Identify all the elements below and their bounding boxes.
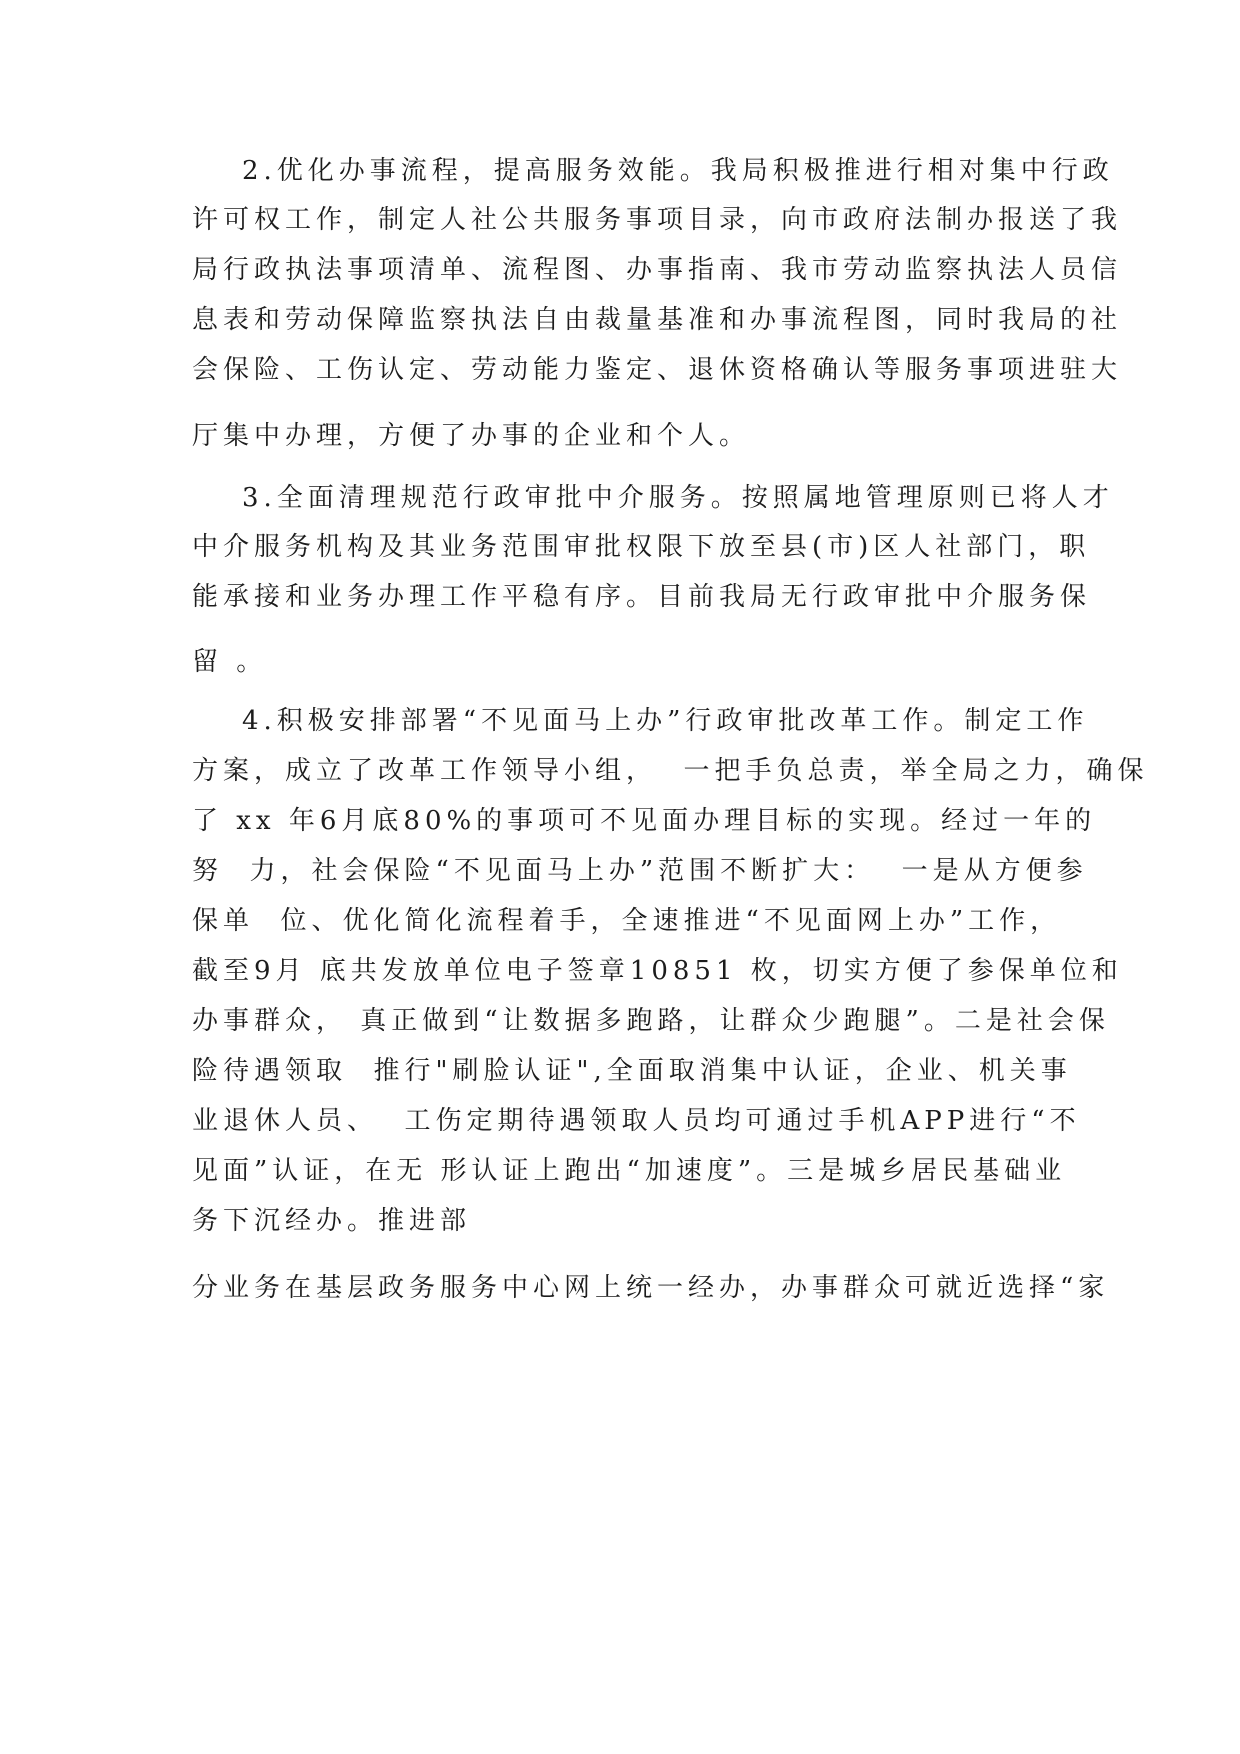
paragraph-3-line-5: 保单 位、优化简化流程着手，全速推进“不见面网上办”工作，: [192, 906, 1062, 936]
paragraph-2-line-4: 留 。: [192, 647, 268, 677]
paragraph-1-line-4: 息表和劳动保障监察执法自由裁量基准和办事流程图，同时我局的社: [192, 305, 1123, 335]
paragraph-1-line-5: 会保险、工伤认定、劳动能力鉴定、退休资格确认等服务事项进驻大: [192, 355, 1123, 385]
paragraph-1-line-3: 局行政执法事项清单、流程图、办事指南、我市劳动监察执法人员信: [192, 255, 1123, 285]
paragraph-3-line-10: 见面”认证，在无 形认证上跑出“加速度”。三是城乡居民基础业: [192, 1156, 1067, 1186]
paragraph-3-line-3: 了 xx 年6月底80%的事项可不见面办理目标的实现。经过一年的: [192, 806, 1097, 836]
paragraph-3-line-2: 方案，成立了改革工作领导小组， 一把手负总责，举全局之力，确保: [192, 756, 1149, 786]
paragraph-2-line-3: 能承接和业务办理工作平稳有序。目前我局无行政审批中介服务保: [192, 582, 1092, 612]
paragraph-3-line-7: 办事群众， 真正做到“让数据多跑路，让群众少跑腿”。二是社会保: [192, 1006, 1110, 1036]
paragraph-1-line-6: 厅集中办理，方便了办事的企业和个人。: [192, 421, 751, 451]
paragraph-3-line-11: 务下沉经办。推进部: [192, 1206, 472, 1236]
paragraph-3-line-9: 业退休人员、 工伤定期待遇领取人员均可通过手机APP进行“不: [192, 1106, 1081, 1136]
paragraph-3-line-8: 险待遇领取 推行"刷脸认证",全面取消集中认证，企业、机关事: [192, 1056, 1072, 1086]
paragraph-3-line-4: 努 力，社会保险“不见面马上办”范围不断扩大： 一是从方便参: [192, 856, 1088, 886]
paragraph-2-line-2: 中介服务机构及其业务范围审批权限下放至县(市)区人社部门，职: [192, 532, 1091, 562]
paragraph-1-line-1: 2.优化办事流程，提高服务效能。我局积极推进行相对集中行政: [242, 156, 1114, 186]
paragraph-1-line-2: 许可权工作，制定人社公共服务事项目录，向市政府法制办报送了我: [192, 205, 1123, 235]
paragraph-4-line-1: 分业务在基层政务服务中心网上统一经办，办事群众可就近选择“家: [192, 1273, 1110, 1303]
paragraph-3-line-6: 截至9月 底共发放单位电子签章10851 枚，切实方便了参保单位和: [192, 956, 1123, 986]
paragraph-2-line-1: 3.全面清理规范行政审批中介服务。按照属地管理原则已将人才: [242, 483, 1114, 513]
paragraph-3-line-1: 4.积极安排部署“不见面马上办”行政审批改革工作。制定工作: [242, 706, 1089, 736]
